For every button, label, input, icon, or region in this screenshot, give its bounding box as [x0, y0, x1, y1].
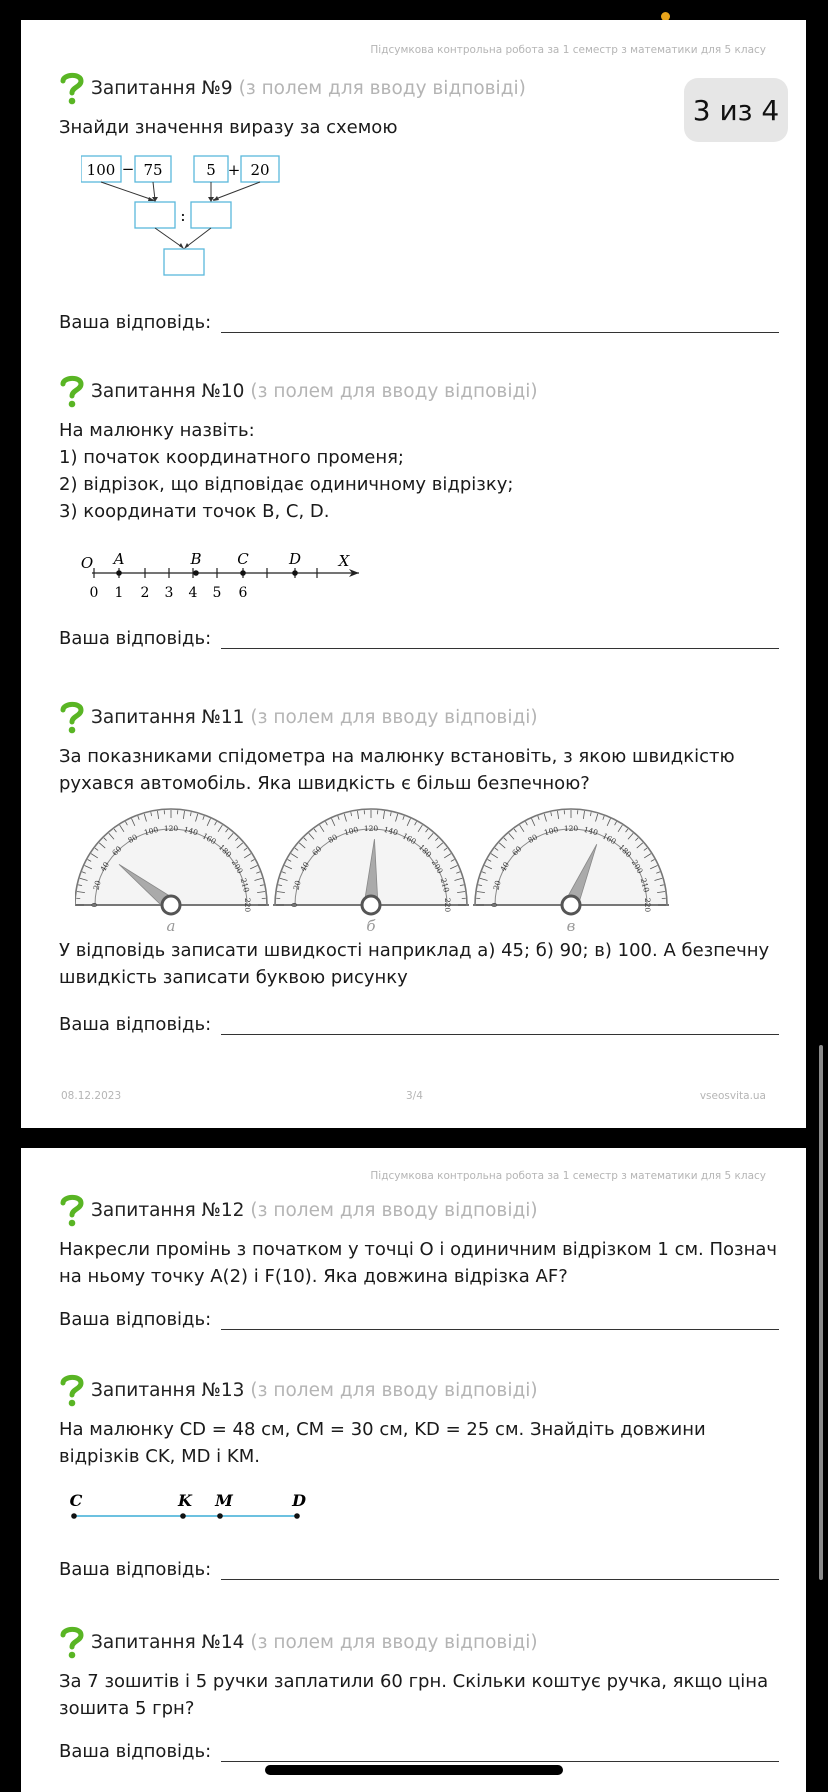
answer-field[interactable]: [59, 1550, 779, 1580]
gauge-hub: [162, 896, 180, 914]
ray-number: 3: [164, 585, 174, 601]
document-page-2: [21, 1148, 806, 1792]
speedometer: [473, 809, 669, 933]
gauge-hub: [362, 896, 380, 914]
scheme-box: [164, 249, 204, 275]
gauge-tick-label: 210: [638, 877, 652, 894]
point-c: [71, 1513, 77, 1519]
question-number: Запитання №13: [91, 1379, 245, 1401]
gauge-tick-label: 100: [143, 824, 160, 838]
gauge-tick-label: 200: [629, 858, 645, 876]
scheme-op-minus: −: [121, 160, 135, 178]
page-header: Підсумкова контрольна робота за 1 семестр з математики для 5 класу: [370, 44, 766, 56]
ray-number: 6: [238, 585, 248, 601]
gauge-tick-label: 140: [582, 824, 599, 838]
question-title: [59, 1372, 779, 1408]
question-title: [59, 70, 779, 106]
gauge-tick-label: 210: [238, 877, 252, 894]
question-text: За 7 зошитів і 5 ручки заплатили 60 грн. Скільки коштує ручка, якщо ціна зошита 5 грн?: [59, 1671, 769, 1719]
ray-number: 2: [140, 585, 150, 601]
speedometer: [273, 809, 469, 933]
gauge-tick-label: 140: [382, 824, 399, 838]
gauge-tick-label: 100: [543, 824, 560, 838]
question-mark-icon: [59, 1193, 85, 1227]
gauge-tick-label: 60: [310, 844, 324, 858]
ray-number: 4: [188, 585, 198, 601]
label-m: M: [215, 1491, 233, 1510]
answer-instruction: У відповідь записати швидкості наприклад а) 45; б) 90; в) 100. А безпечну швидкість записати буквою рисунку: [59, 940, 770, 988]
gauge-tick-label: 80: [126, 832, 140, 846]
speedometer: [75, 809, 269, 933]
question-type: (з полем для вводу відповіді): [250, 706, 538, 728]
question-type: (з полем для вводу відповіді): [250, 1199, 538, 1221]
text-line: 3) координати точок B, C, D.: [59, 501, 330, 522]
answer-line[interactable]: [221, 1016, 779, 1035]
gauge-tick-label: 0: [290, 902, 299, 908]
answer-line[interactable]: [221, 630, 779, 649]
ray-number: 0: [89, 585, 99, 601]
gauge-tick-label: 40: [298, 860, 312, 874]
gauge-tick-label: 220: [643, 897, 652, 913]
question-mark-icon: [59, 374, 85, 408]
gauge-tick-label: 120: [163, 824, 179, 833]
page-counter-badge: 3 из 4: [684, 78, 788, 142]
question-type: (з полем для вводу відповіді): [250, 1631, 538, 1653]
point-d: [294, 1513, 300, 1519]
gauge-tick-label: 80: [326, 832, 340, 846]
answer-line[interactable]: [221, 1743, 779, 1762]
coordinate-ray-diagram: [59, 535, 359, 605]
answer-label: Ваша відповідь:: [59, 628, 212, 649]
ray-letter-c: C: [237, 550, 249, 568]
gauge-tick-label: 160: [600, 831, 618, 847]
ray-point: [193, 570, 199, 576]
question-text: [59, 417, 779, 525]
gauge-tick-label: 180: [416, 842, 434, 860]
gauge-tick-label: 200: [429, 858, 445, 876]
gauge-tick-label: 160: [200, 831, 218, 847]
gauge-tick-label: 100: [343, 824, 360, 838]
gauge-tick-label: 60: [510, 844, 524, 858]
ray-point: [292, 570, 298, 576]
answer-line[interactable]: [221, 1561, 779, 1580]
question-11: [59, 699, 779, 1035]
point-k: [180, 1513, 186, 1519]
answer-field[interactable]: [59, 1300, 779, 1330]
gauge-letter: а: [166, 917, 176, 933]
question-number: Запитання №11: [91, 706, 245, 728]
question-type: (з полем для вводу відповіді): [238, 77, 526, 99]
ray-letter-a: A: [113, 550, 125, 568]
answer-label: Ваша відповідь:: [59, 312, 212, 333]
footer-page: 3/4: [406, 1090, 423, 1102]
footer-site: vseosvita.ua: [699, 1090, 766, 1102]
gauge-hub: [562, 896, 580, 914]
gauge-tick-label: 180: [216, 842, 234, 860]
question-text: На малюнку CD = 48 см, CM = 30 см, KD = 25 см. Знайдіть довжини відрізків CK, MD і KM.: [59, 1419, 706, 1467]
question-text: За показниками спідометра на малюнку встановіть, з якою швидкістю рухався автомобіль. Яка швидкість є більш безпечною?: [59, 746, 735, 794]
answer-label: Ваша відповідь:: [59, 1559, 212, 1580]
question-type: (з полем для вводу відповіді): [250, 1379, 538, 1401]
ray-point: [240, 570, 246, 576]
question-number: Запитання №14: [91, 1631, 245, 1653]
question-title: [59, 373, 779, 409]
gauge-tick-label: 60: [110, 844, 124, 858]
question-number: Запитання №12: [91, 1199, 245, 1221]
question-number: Запитання №10: [91, 380, 245, 402]
scheme-value-d: 20: [250, 161, 270, 179]
answer-label: Ваша відповідь:: [59, 1741, 212, 1762]
answer-line[interactable]: [221, 314, 779, 333]
gauge-tick-label: 140: [182, 824, 199, 838]
gauge-tick-label: 120: [363, 824, 379, 833]
scheme-box: [135, 202, 175, 228]
gauge-tick-label: 40: [498, 860, 512, 874]
label-k: K: [178, 1491, 192, 1510]
expression-scheme-diagram: [81, 151, 301, 281]
gauge-tick-label: 40: [98, 860, 112, 874]
point-m: [217, 1513, 223, 1519]
question-mark-icon: [59, 1625, 85, 1659]
speedometers-figure: [75, 805, 715, 933]
answer-label: Ваша відповідь:: [59, 1014, 212, 1035]
gauge-tick-label: 80: [526, 832, 540, 846]
label-d: D: [292, 1491, 306, 1510]
answer-label: Ваша відповідь:: [59, 1309, 212, 1330]
question-mark-icon: [59, 71, 85, 105]
question-10: [59, 373, 779, 649]
document-page-1: [21, 20, 806, 1128]
gauge-tick-label: 180: [616, 842, 634, 860]
gauge-tick-label: 0: [490, 902, 499, 908]
question-text: Накресли промінь з початком у точці О і одиничним відрізком 1 см. Познач на ньому точку А(2) і F(10). Яка довжина відрізка AF?: [59, 1239, 778, 1287]
question-9: [59, 70, 779, 333]
gauge-tick-label: 20: [491, 879, 503, 891]
ray-number: 5: [212, 585, 222, 601]
question-text: Знайди значення виразу за схемою: [59, 117, 398, 138]
scheme-box: [191, 202, 231, 228]
gauge-letter: в: [566, 917, 576, 933]
scrollbar[interactable]: [819, 1045, 823, 1580]
gauge-tick-label: 200: [229, 858, 245, 876]
answer-field[interactable]: [59, 619, 779, 649]
gauge-tick-label: 160: [400, 831, 418, 847]
gauge-tick-label: 20: [91, 879, 103, 891]
answer-line[interactable]: [221, 1311, 779, 1330]
gauge-letter: б: [366, 917, 376, 933]
gauge-tick-label: 220: [443, 897, 452, 913]
scheme-value-b: 75: [143, 161, 163, 179]
question-14: [59, 1624, 779, 1762]
ray-number: 1: [114, 585, 124, 601]
scheme-value-a: 100: [86, 161, 116, 179]
text-line: 2) відрізок, що відповідає одиничному відрізку;: [59, 474, 514, 495]
answer-field[interactable]: [59, 303, 779, 333]
label-c: C: [69, 1491, 83, 1510]
question-type: (з полем для вводу відповіді): [250, 380, 538, 402]
question-title: [59, 699, 779, 735]
question-13: [59, 1372, 779, 1580]
ray-letter-b: B: [190, 550, 202, 568]
answer-field[interactable]: [59, 1005, 779, 1035]
scheme-value-c: 5: [206, 161, 216, 179]
gauge-tick-label: 210: [438, 877, 452, 894]
home-indicator[interactable]: [265, 1765, 563, 1775]
gauge-tick-label: 0: [90, 902, 99, 908]
ray-point: [116, 570, 122, 576]
question-mark-icon: [59, 1373, 85, 1407]
answer-field[interactable]: [59, 1732, 779, 1762]
question-title: [59, 1192, 779, 1228]
question-mark-icon: [59, 700, 85, 734]
scheme-op-div: :: [180, 206, 186, 225]
ray-letter-d: D: [288, 550, 302, 568]
segment-diagram: [59, 1480, 319, 1530]
ray-letter-x: X: [338, 552, 350, 570]
text-line: 1) початок координатного променя;: [59, 447, 404, 468]
gauge-tick-label: 120: [563, 824, 579, 833]
question-title: [59, 1624, 779, 1660]
question-number: Запитання №9: [91, 77, 233, 99]
footer-date: 08.12.2023: [61, 1090, 122, 1102]
gauge-tick-label: 20: [291, 879, 303, 891]
text-line: На малюнку назвіть:: [59, 420, 255, 441]
scheme-op-plus: +: [227, 161, 241, 179]
page-header: Підсумкова контрольна робота за 1 семестр з математики для 5 класу: [370, 1170, 766, 1182]
gauge-tick-label: 220: [243, 897, 252, 913]
question-12: [59, 1192, 779, 1330]
ray-letter-o: O: [80, 554, 94, 572]
